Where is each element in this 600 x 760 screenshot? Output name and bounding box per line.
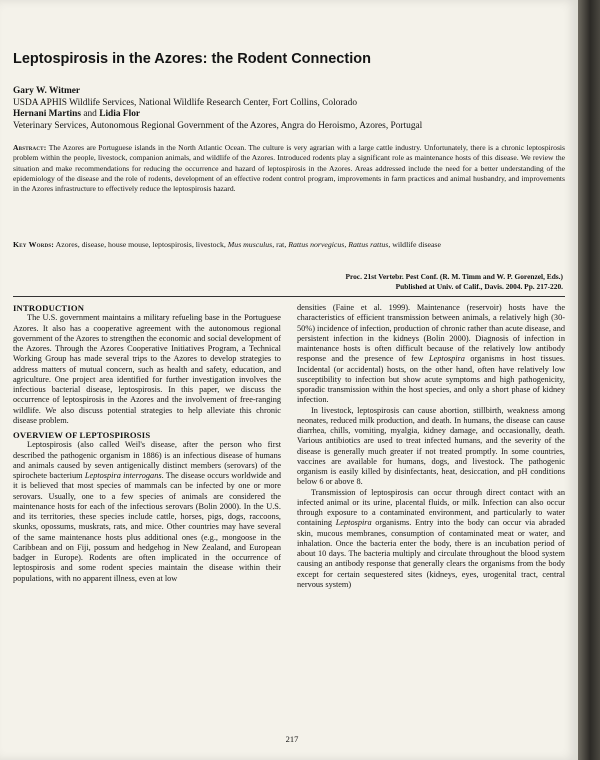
keyword-species: Rattus rattus xyxy=(348,240,389,249)
paragraph-text: Leptospirosis (also called Weil's disease, after the person who first described the pathogenic organism in 1886) is an infectious disease of humans and animals caused by seven antigenically distinct members (serovars) of the spirochete bacterium xyxy=(13,440,281,480)
keyword-species: Rattus norvegicus xyxy=(288,240,345,249)
paragraph xyxy=(297,488,565,591)
paragraph-text: Transmission of leptospirosis can occur through direct contact with an infected animal or its urine, placental fluids, or milk. Infection can also occur through exposure to a contaminated environment, and particularly to water containing xyxy=(297,487,565,528)
section-heading: OVERVIEW OF LEPTOSPIROSIS xyxy=(13,430,151,440)
author-name: Lidia Flor xyxy=(99,109,141,120)
paragraph-text: organisms in host tissues. Incidental (or accidental) hosts, on the other hand, often have relatively low susceptibility to infection but show acute symptoms and high pathogenicity, sporadic transmission within the host species, and only a short phase of kidney infection. xyxy=(297,354,565,405)
proceedings-citation xyxy=(200,272,563,292)
keyword-species: Mus musculus xyxy=(227,240,273,249)
abstract-label: Abstract: xyxy=(13,143,47,152)
proceedings-line: Published at Univ. of Calif., Davis. 2004. Pp. 217-220. xyxy=(395,281,563,291)
paragraph-text: densities (Faine et al. 1999). Maintenance (reservoir) hosts have the characteristics of efficient transmission between animals, a relatively high (30-50%) incidence of infection, production of chronic rather than acute disease, and persistent infection in the kidneys (Bolin 2000). Diagnosis of infection in maintenance hosts is often difficult because of the relatively low antibody response and the presence of few xyxy=(297,303,565,364)
book-spine-shadow xyxy=(578,0,600,760)
species-name: Leptospira xyxy=(335,518,372,528)
keyword-separator: , wildlife disease xyxy=(388,240,441,249)
left-column xyxy=(13,303,281,584)
right-column xyxy=(297,303,565,590)
author-name: Hernani Martins xyxy=(13,109,81,120)
paragraph: The U.S. government maintains a military refueling base in the Portuguese Azores. It also has a cooperative agreement with the autonomous regional government of the Azores to strengthen the economic and social development of the Azores. Through the Azores Cooperative Initiatives Program, a Technical Working Group has made several trips to the Azores to develop strategies to address matters of mutual concern, such as health and safety, education, and agriculture. One project area identified for further investigation involves the infectious bacterial disease, leptospirosis. In this paper, we discuss the occurrence of leptospirosis in the Azores and the involvement of free-ranging wildlife. We also discuss potential strategies to help alleviate this chronic disease problem. xyxy=(13,313,281,425)
keywords-text: Azores, disease, house mouse, leptospirosis, livestock, xyxy=(55,240,228,249)
paragraph xyxy=(297,303,565,406)
paper-title: Leptospirosis in the Azores: the Rodent Connection xyxy=(13,51,371,67)
proceedings-line: Proc. 21st Vertebr. Pest Conf. (R. M. Timm and W. P. Gorenzel, Eds.) xyxy=(345,272,563,281)
author-name: Gary W. Witmer xyxy=(13,86,81,96)
abstract-text: The Azores are Portuguese islands in the North Atlantic Ocean. The culture is very agrarian with a large cattle industry. Unfortunately, there is a chronic leptospirosis problem within the people, livestock, companion animals, and wildlife of the Azores. Introduced rodents play a significant role as maintenance hosts of this disease. We review the situation and make recommendations for reducing the occurrence and hazard of leptospirosis in the Azores. Areas addressed include the need for a better understanding of the epidemiology of the disease and the role of rodents, development of an effective rodent control program, improvements in farm practices and animal husbandry, and improvements in the Azores infrastructure to effectively reduce the leptospirosis hazard. xyxy=(13,143,565,194)
page-number: 217 xyxy=(285,734,299,744)
species-name: Leptospira interrogans xyxy=(84,471,162,480)
keyword-separator: , xyxy=(344,240,349,249)
author-affiliation: Veterinary Services, Autonomous Regional Government of the Azores, Angra do Heroismo, Azores, Portugal xyxy=(13,120,423,131)
section-heading: INTRODUCTION xyxy=(13,303,85,313)
keyword-separator: , rat, xyxy=(272,240,289,249)
keywords-label: Key Words: xyxy=(13,240,55,249)
author-block xyxy=(13,86,565,132)
author-conjunction: and xyxy=(80,109,100,120)
paragraph-text: . The disease occurs worldwide and it is believed that most species of mammals can be infected by one or more serovars. Usually, one to a few species of animals are considered the maintenance hosts for each of the infectious serovars (Bolin 2000). In the U.S. and its territories, these species include cattle, horses, pigs, dogs, raccoons, skunks, opossums, muskrats, rats, and mice. Other countries may have several of the same maintenance hosts plus additional ones (e.g., mongoose in the Caribbean and on Fiji, possum and hedgehog in New Zealand, and European badger in Europe). Rodents are often implicated in the occurrence of leptospirosis and some rodent species maintain the disease within their populations, with no apparent illness, even at low xyxy=(13,471,282,583)
section-divider xyxy=(13,296,565,297)
paragraph-text: organisms. Entry into the body can occur via abraded skin, mucous membranes, consumption of contaminated meat or water, and inhalation. Once the bacteria enter the body, there is an incubation period of about 10 days. The bacteria multiply and circulate throughout the blood system causing an antibody response that generally clears the organisms from the body except for certain sequestered sites (kidneys, eyes, urogenital tract, central nervous system) xyxy=(297,518,565,589)
paragraph: In livestock, leptospirosis can cause abortion, stillbirth, weakness among neonates, reduced milk production, and death. In humans, the disease can cause diarrhea, chills, vomiting, myalgia, kidney damage, and occasionally, death. Various antibiotics are used to treat infected humans, and the severity of the disease is generally much greater if not treated promptly. In some countries, vaccines are available for humans, dogs, and livestock. The pathogenic organism is easily killed by disinfectants, heat, desiccation, and pH conditions below 6 or above 8. xyxy=(297,405,565,487)
paragraph xyxy=(13,440,281,584)
keywords xyxy=(13,240,565,251)
species-name: Leptospira xyxy=(428,354,465,364)
abstract xyxy=(13,143,565,194)
author-affiliation: USDA APHIS Wildlife Services, National Wildlife Research Center, Fort Collins, Colorado xyxy=(13,97,358,108)
